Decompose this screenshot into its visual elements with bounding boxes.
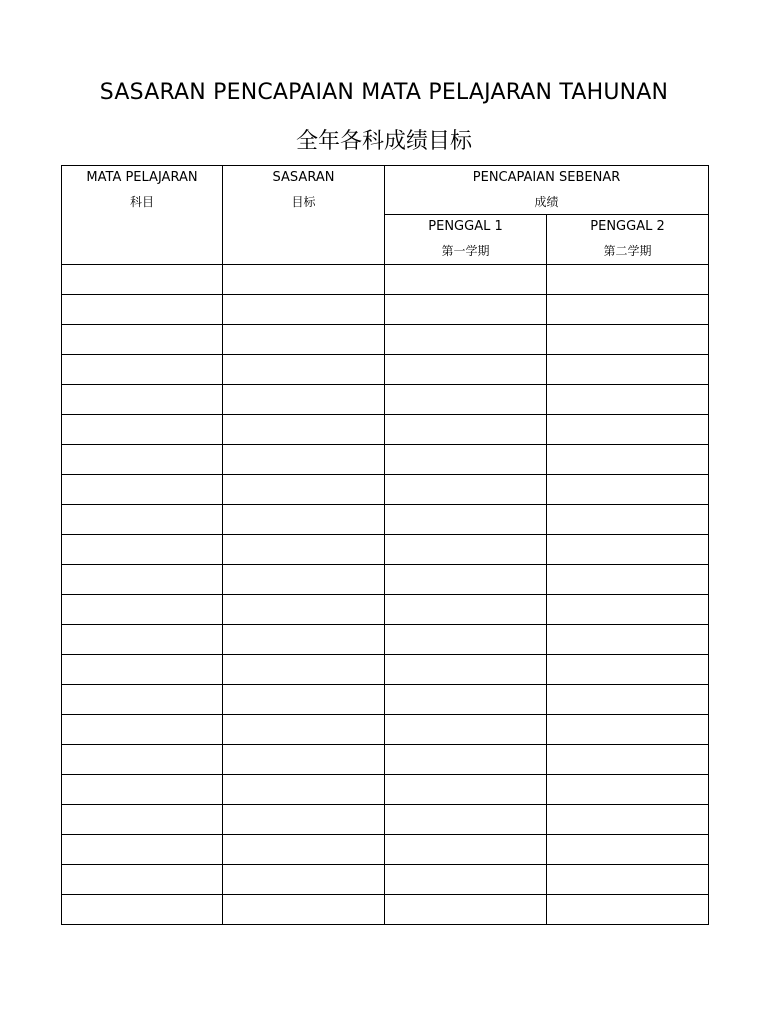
- table-body: [62, 265, 709, 925]
- target-cell[interactable]: [223, 385, 385, 415]
- target-cell[interactable]: [223, 415, 385, 445]
- term-1-cell[interactable]: [385, 895, 547, 925]
- subject-cell[interactable]: [62, 445, 223, 475]
- term-1-cell[interactable]: [385, 715, 547, 745]
- term-1-cell[interactable]: [385, 625, 547, 655]
- subject-cell[interactable]: [62, 745, 223, 775]
- table-row: [62, 805, 709, 835]
- term-2-cell[interactable]: [547, 775, 709, 805]
- header-target-label: SASARAN: [272, 170, 335, 185]
- target-cell[interactable]: [223, 745, 385, 775]
- header-row-1: [62, 166, 709, 215]
- target-cell[interactable]: [223, 265, 385, 295]
- term-1-cell[interactable]: [385, 265, 547, 295]
- term-1-cell[interactable]: [385, 595, 547, 625]
- target-cell[interactable]: [223, 325, 385, 355]
- target-cell[interactable]: [223, 865, 385, 895]
- table-row: [62, 475, 709, 505]
- term-2-cell[interactable]: [547, 865, 709, 895]
- term-1-cell[interactable]: [385, 745, 547, 775]
- subject-cell[interactable]: [62, 805, 223, 835]
- term-1-cell[interactable]: [385, 475, 547, 505]
- subject-cell[interactable]: [62, 535, 223, 565]
- term-1-cell[interactable]: [385, 805, 547, 835]
- subject-cell[interactable]: [62, 475, 223, 505]
- term-2-cell[interactable]: [547, 805, 709, 835]
- table-row: [62, 505, 709, 535]
- header-term-2: [547, 215, 709, 265]
- term-1-cell[interactable]: [385, 415, 547, 445]
- term-1-cell[interactable]: [385, 565, 547, 595]
- subject-cell[interactable]: [62, 325, 223, 355]
- header-achievement-label-zh: 成绩: [534, 195, 559, 209]
- table-row: [62, 625, 709, 655]
- target-cell[interactable]: [223, 295, 385, 325]
- term-2-cell[interactable]: [547, 895, 709, 925]
- term-2-cell[interactable]: [547, 565, 709, 595]
- subject-cell[interactable]: [62, 505, 223, 535]
- document-title-chinese: 全年各科成绩目标: [295, 129, 472, 154]
- table-row: [62, 685, 709, 715]
- table-row: [62, 865, 709, 895]
- subject-cell[interactable]: [62, 595, 223, 625]
- subject-cell[interactable]: [62, 685, 223, 715]
- header-term-1: [385, 215, 547, 265]
- table-row: [62, 535, 709, 565]
- term-2-cell[interactable]: [547, 745, 709, 775]
- term-2-cell[interactable]: [547, 445, 709, 475]
- table-row: [62, 745, 709, 775]
- subject-cell[interactable]: [62, 565, 223, 595]
- subject-cell[interactable]: [62, 775, 223, 805]
- subject-cell[interactable]: [62, 895, 223, 925]
- header-achievement: [385, 166, 709, 215]
- target-cell[interactable]: [223, 715, 385, 745]
- target-cell[interactable]: [223, 835, 385, 865]
- table-row: [62, 565, 709, 595]
- subject-cell[interactable]: [62, 715, 223, 745]
- target-cell[interactable]: [223, 535, 385, 565]
- table-row: [62, 325, 709, 355]
- term-1-cell[interactable]: [385, 505, 547, 535]
- term-2-cell[interactable]: [547, 625, 709, 655]
- term-1-cell[interactable]: [385, 835, 547, 865]
- header-subject: [62, 166, 223, 265]
- term-1-cell[interactable]: [385, 865, 547, 895]
- term-2-cell[interactable]: [547, 685, 709, 715]
- term-2-cell[interactable]: [547, 535, 709, 565]
- term-2-cell[interactable]: [547, 325, 709, 355]
- term-2-cell[interactable]: [547, 415, 709, 445]
- term-2-cell[interactable]: [547, 265, 709, 295]
- term-1-cell[interactable]: [385, 355, 547, 385]
- term-2-cell[interactable]: [547, 385, 709, 415]
- term-1-cell[interactable]: [385, 325, 547, 355]
- term-2-cell[interactable]: [547, 355, 709, 385]
- term-2-cell[interactable]: [547, 595, 709, 625]
- table-row: [62, 295, 709, 325]
- target-cell[interactable]: [223, 475, 385, 505]
- term-1-cell[interactable]: [385, 775, 547, 805]
- target-cell[interactable]: [223, 685, 385, 715]
- table-row: [62, 595, 709, 625]
- target-cell[interactable]: [223, 565, 385, 595]
- table-row: [62, 715, 709, 745]
- table-row: [62, 265, 709, 295]
- term-1-cell[interactable]: [385, 535, 547, 565]
- table-row: [62, 895, 709, 925]
- target-cell[interactable]: [223, 445, 385, 475]
- term-1-cell[interactable]: [385, 685, 547, 715]
- header-target-label-zh: 目标: [291, 195, 316, 209]
- term-2-cell[interactable]: [547, 655, 709, 685]
- table-row: [62, 775, 709, 805]
- term-1-cell[interactable]: [385, 445, 547, 475]
- target-cell[interactable]: [223, 775, 385, 805]
- header-subject-label-zh: 科目: [129, 195, 154, 209]
- header-term-2-label-zh: 第二学期: [603, 244, 652, 258]
- subject-cell[interactable]: [62, 295, 223, 325]
- subject-cell[interactable]: [62, 835, 223, 865]
- term-1-cell[interactable]: [385, 295, 547, 325]
- target-cell[interactable]: [223, 355, 385, 385]
- target-cell[interactable]: [223, 505, 385, 535]
- term-2-cell[interactable]: [547, 715, 709, 745]
- target-cell[interactable]: [223, 655, 385, 685]
- target-cell[interactable]: [223, 595, 385, 625]
- term-1-cell[interactable]: [385, 655, 547, 685]
- term-2-cell[interactable]: [547, 835, 709, 865]
- table-row: [62, 835, 709, 865]
- target-cell[interactable]: [223, 805, 385, 835]
- subject-cell[interactable]: [62, 625, 223, 655]
- subject-cell[interactable]: [62, 415, 223, 445]
- table-row: [62, 355, 709, 385]
- table-row: [62, 385, 709, 415]
- target-table: [61, 165, 709, 925]
- header-term-2-label: PENGGAL 2: [590, 219, 665, 234]
- header-subject-label: MATA PELAJARAN: [86, 170, 198, 185]
- subject-cell[interactable]: [62, 655, 223, 685]
- term-1-cell[interactable]: [385, 385, 547, 415]
- subject-cell[interactable]: [62, 865, 223, 895]
- document-title-malay: SASARAN PENCAPAIAN MATA PELAJARAN TAHUNAN: [99, 80, 669, 105]
- header-term-1-label: PENGGAL 1: [428, 219, 503, 234]
- table-row: [62, 445, 709, 475]
- target-cell[interactable]: [223, 895, 385, 925]
- term-2-cell[interactable]: [547, 505, 709, 535]
- table-row: [62, 655, 709, 685]
- subject-cell[interactable]: [62, 265, 223, 295]
- term-2-cell[interactable]: [547, 295, 709, 325]
- header-term-1-label-zh: 第一学期: [441, 244, 490, 258]
- header-achievement-label: PENCAPAIAN SEBENAR: [472, 170, 621, 185]
- target-cell[interactable]: [223, 625, 385, 655]
- subject-cell[interactable]: [62, 385, 223, 415]
- header-target: [223, 166, 385, 265]
- term-2-cell[interactable]: [547, 475, 709, 505]
- subject-cell[interactable]: [62, 355, 223, 385]
- table-row: [62, 415, 709, 445]
